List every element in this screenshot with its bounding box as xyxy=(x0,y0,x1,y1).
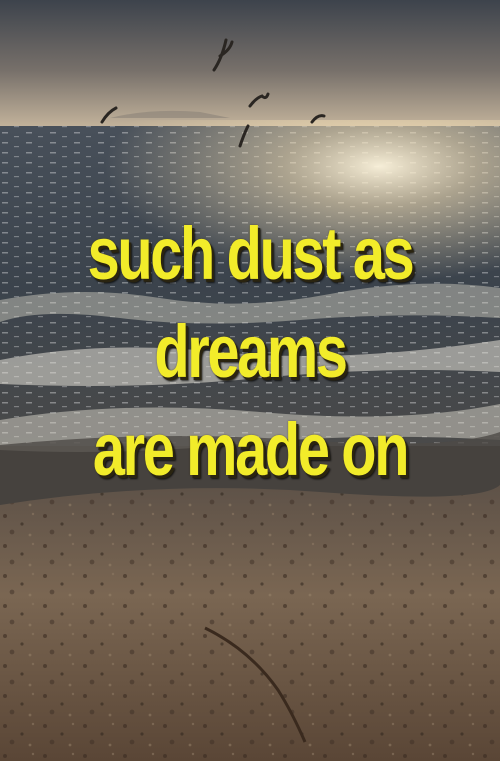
title-text xyxy=(55,205,445,499)
title-line-3: are made on xyxy=(92,408,408,491)
title-line-2: dreams xyxy=(154,310,346,393)
beach-pebbles xyxy=(0,485,500,761)
title-line-1: such dust as xyxy=(87,212,413,295)
sky xyxy=(0,0,500,128)
